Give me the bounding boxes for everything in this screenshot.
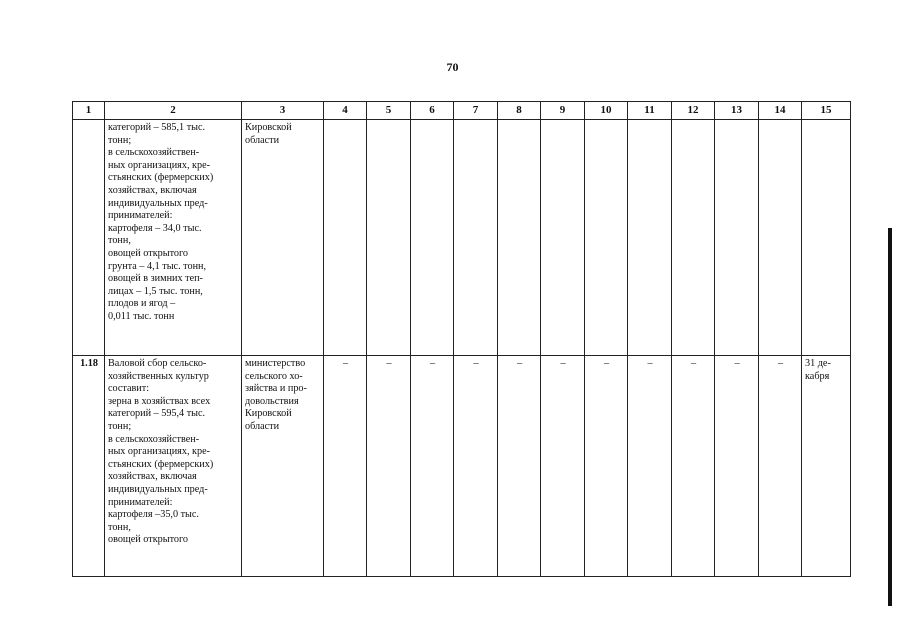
column-header: 4: [324, 102, 367, 120]
column-header: 13: [715, 102, 759, 120]
page-number: 70: [446, 60, 459, 74]
column-header: 8: [498, 102, 541, 120]
row-value: –: [628, 356, 672, 577]
row-description-text: Валовой сбор сельско- хозяйственных культур составит: зерна в хозяйствах всех категорий – 595,4 тыс. тонн; в сельскохозяйствен- ных организациях, кре- стьянских (фермерских) хозяйствах, включая индивидуальных пред- принимателей: картофеля –35,0 тыс. тонн, овощей открытого: [108, 358, 214, 546]
row-description: [105, 120, 242, 356]
row-value: –: [585, 356, 628, 577]
column-header: 9: [541, 102, 585, 120]
row-value: [454, 120, 498, 356]
row-responsible-text: Кировской области: [245, 122, 292, 146]
row-responsible: [242, 120, 324, 356]
plan-table: [72, 101, 851, 577]
table-row: [73, 120, 851, 356]
row-value: [585, 120, 628, 356]
row-value: [411, 120, 454, 356]
table-row: [73, 356, 851, 577]
row-value: –: [541, 356, 585, 577]
row-value: –: [367, 356, 411, 577]
row-value: [628, 120, 672, 356]
row-value: [498, 120, 541, 356]
row-description-text: категорий – 585,1 тыс. тонн; в сельскохозяйствен- ных организациях, кре- стьянских (фермерских) хозяйствах, включая индивидуальных пред- принимателей: картофеля – 34,0 тыс. тонн, овощей открытого грунта – 4,1 тыс. тонн, овощей в зимних теп- лицах – 1,5 тыс. тонн, плодов и ягод – 0,011 тыс. тонн: [108, 122, 214, 322]
row-number: [73, 120, 105, 356]
row-value: –: [672, 356, 715, 577]
column-header: 14: [759, 102, 802, 120]
row-value: [367, 120, 411, 356]
row-value: [324, 120, 367, 356]
row-value: [541, 120, 585, 356]
column-header: 2: [105, 102, 242, 120]
row-value: [672, 120, 715, 356]
row-value: –: [759, 356, 802, 577]
row-value: [715, 120, 759, 356]
column-header: 11: [628, 102, 672, 120]
row-value: –: [324, 356, 367, 577]
column-header: 10: [585, 102, 628, 120]
column-header: 7: [454, 102, 498, 120]
row-number: 1.18: [73, 356, 105, 577]
row-value: –: [411, 356, 454, 577]
column-header: 15: [802, 102, 851, 120]
row-deadline: [802, 120, 851, 356]
scan-edge-bar: [888, 228, 892, 606]
row-responsible-text: министерство сельского хо- зяйства и про- довольствия Кировской области: [245, 358, 307, 432]
column-header: 1: [73, 102, 105, 120]
row-deadline: [802, 356, 851, 577]
row-value: –: [498, 356, 541, 577]
column-header: 5: [367, 102, 411, 120]
column-header: 6: [411, 102, 454, 120]
row-responsible: [242, 356, 324, 577]
row-value: –: [715, 356, 759, 577]
row-value: [759, 120, 802, 356]
row-deadline-text: 31 де- кабря: [805, 358, 831, 382]
row-value: –: [454, 356, 498, 577]
column-header: 3: [242, 102, 324, 120]
header-row: [73, 102, 851, 120]
column-header: 12: [672, 102, 715, 120]
row-description: [105, 356, 242, 577]
